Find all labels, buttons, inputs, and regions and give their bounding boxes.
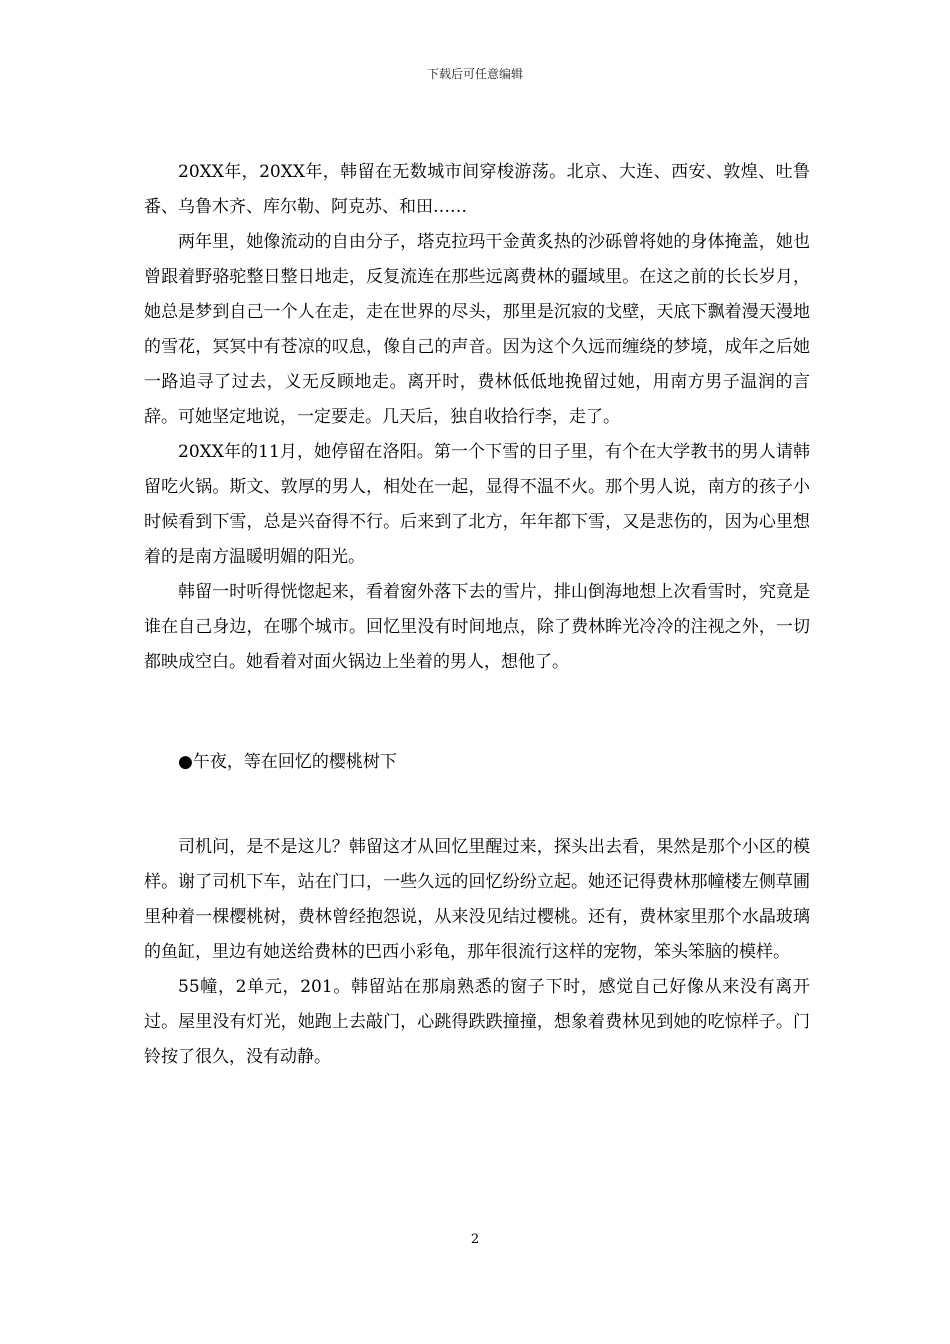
section-heading: ●午夜，等在回忆的樱桃树下 bbox=[178, 752, 397, 772]
paragraph-luoyang: 20XX年的11月，她停留在洛阳。第一个下雪的日子里，有个在大学教书的男人请韩留吃火锅。斯文、敦厚的男人，相处在一起，显得不温不火。那个男人说，南方的孩子小时候看到下雪，总是兴奋得不行。后来到了北方，年年都下雪，又是悲伤的，因为心里想着的是南方温暖明媚的阳光。 bbox=[144, 442, 810, 567]
paragraph-building: 55幢，2单元，201。韩留站在那扇熟悉的窗子下时，感觉自己好像从来没有离开过。屋里没有灯光，她跑上去敲门，心跳得跌跌撞撞，想象着费林见到她的吃惊样子。门铃按了很久，没有动静。 bbox=[144, 977, 810, 1067]
page-number: 2 bbox=[470, 1232, 480, 1247]
paragraph-two-years: 两年里，她像流动的自由分子，塔克拉玛干金黄炙热的沙砾曾将她的身体掩盖，她也曾跟着野骆驼整日整日地走，反复流连在那些远离费林的疆域里。在这之前的长长岁月，她总是梦到自己一个人在走，走在世界的尽头，那里是沉寂的戈壁，天底下飘着漫天漫地的雪花，冥冥中有苍凉的叹息，像自己的声音。因为这个久远而缠绕的梦境，成年之后她一路追寻了过去，义无反顾地走。离开时，费林低低地挽留过她，用南方男子温润的言辞。可她坚定地说，一定要走。几天后，独自收拾行李，走了。 bbox=[144, 232, 810, 427]
document-body bbox=[144, 155, 810, 1075]
paragraph-snow-memory: 韩留一时听得恍惚起来，看着窗外落下去的雪片，排山倒海地想上次看雪时，究竟是谁在自己身边，在哪个城市。回忆里没有时间地点，除了费林眸光冷冷的注视之外，一切都映成空白。她看着对面火锅边上坐着的男人，想他了。 bbox=[144, 582, 810, 672]
paragraph-driver: 司机问，是不是这儿？韩留这才从回忆里醒过来，探头出去看，果然是那个小区的模样。谢了司机下车，站在门口，一些久远的回忆纷纷立起。她还记得费林那幢楼左侧草圃里种着一棵樱桃树，费林曾经抱怨说，从来没见结过樱桃。还有，费林家里那个水晶玻璃的鱼缸，里边有她送给费林的巴西小彩龟，那年很流行这样的宠物，笨头笨脑的模样。 bbox=[144, 837, 810, 962]
page-header: 下载后可任意编辑 bbox=[426, 67, 523, 81]
paragraph-cities: 20XX年，20XX年，韩留在无数城市间穿梭游荡。北京、大连、西安、敦煌、吐鲁番、乌鲁木齐、库尔勒、阿克苏、和田…… bbox=[144, 162, 810, 217]
